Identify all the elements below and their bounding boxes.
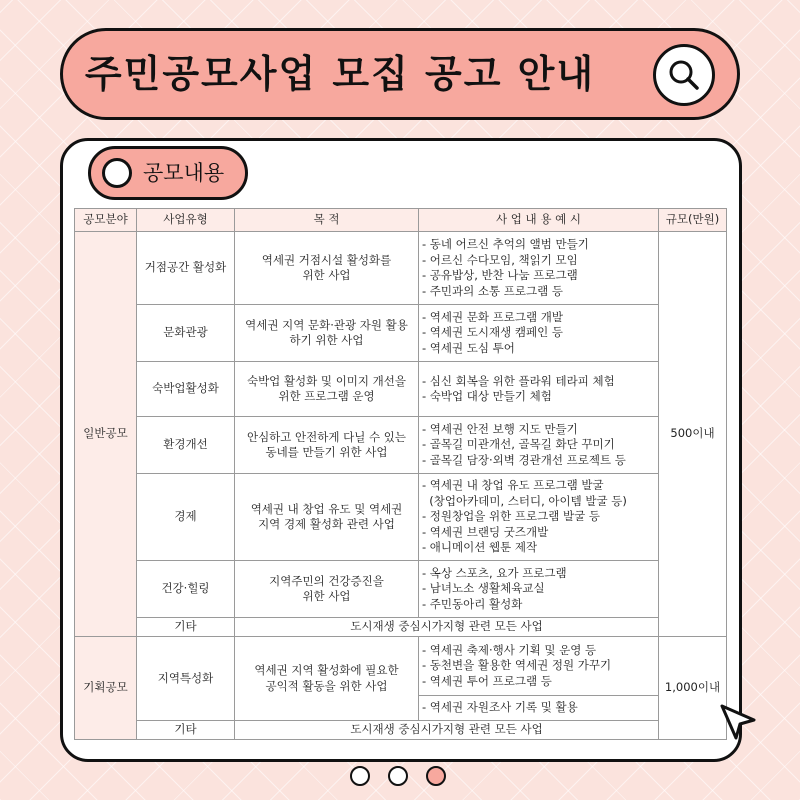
search-button[interactable] (653, 44, 715, 106)
type-cell: 경제 (137, 474, 235, 561)
example-line: - 옥상 스포츠, 요가 프로그램 (422, 565, 567, 580)
purpose-cell: 역세권 내 창업 유도 및 역세권 지역 경제 활성화 관련 사업 (235, 474, 419, 561)
table-row (75, 305, 727, 362)
example-line: - 역세권 내 창업 유도 프로그램 발굴 (422, 478, 604, 493)
etc-desc-cell: 도시재생 중심시가지형 관련 모든 사업 (235, 721, 659, 740)
type-cell: 거점공간 활성화 (137, 232, 235, 305)
section-label (88, 146, 248, 200)
type-cell: 건강·힐링 (137, 561, 235, 618)
example-line: - 어르신 수다모임, 책읽기 모임 (422, 252, 578, 267)
example-line: - 역세권 자원조사 기록 및 활용 (422, 700, 578, 715)
example-line: - 역세권 안전 보행 지도 만들기 (422, 421, 578, 436)
example-line: - 주민과의 소통 프로그램 등 (422, 283, 563, 298)
example-line: - 동네 어르신 추억의 앨범 만들기 (422, 237, 589, 251)
circle-icon (102, 158, 132, 188)
table-row-etc (75, 721, 727, 740)
page-dot[interactable] (426, 766, 446, 786)
example-line: - 정원창업을 위한 프로그램 발굴 등 (422, 509, 600, 524)
type-cell: 환경개선 (137, 417, 235, 474)
table-row (75, 417, 727, 474)
type-cell: 숙박업활성화 (137, 362, 235, 417)
examples-cell (419, 417, 659, 474)
purpose-cell: 안심하고 안전하게 다닐 수 있는 동네를 만들기 위한 사업 (235, 417, 419, 474)
example-line: - 역세권 축제·행사 기획 및 운영 등 (422, 642, 597, 657)
header-examples: 사 업 내 용 예 시 (419, 209, 659, 232)
example-line: - 공유밥상, 반찬 나눔 프로그램 (422, 268, 578, 282)
etc-desc-cell: 도시재생 중심시가지형 관련 모든 사업 (235, 618, 659, 637)
page-title: 주민공모사업 모집 공고 안내 (84, 52, 596, 96)
page-dot[interactable] (350, 766, 370, 786)
example-line: - 역세권 문화 프로그램 개발 (422, 309, 563, 324)
example-line: - 역세권 도심 투어 (422, 340, 515, 355)
field-cell: 일반공모 (75, 232, 137, 637)
type-cell: 문화관광 (137, 305, 235, 362)
purpose-cell: 지역주민의 건강증진을 위한 사업 (235, 561, 419, 618)
title-banner (60, 28, 740, 120)
type-cell: 기타 (137, 618, 235, 637)
examples-cell (419, 474, 659, 561)
examples-cell (419, 561, 659, 618)
table-row (75, 637, 727, 696)
example-line: - 역세권 도시재생 캠페인 등 (422, 325, 563, 340)
cursor-arrow-icon (716, 700, 760, 744)
example-line: - 골목길 미관개선, 골목길 화단 꾸미기 (422, 437, 615, 452)
example-line: - 애니메이션 웹툰 제작 (422, 540, 538, 555)
search-icon (656, 47, 712, 103)
purpose-cell: 역세권 지역 문화·관광 자원 활용 하기 위한 사업 (235, 305, 419, 362)
example-line: - 숙박업 대상 만들기 체험 (422, 389, 552, 403)
example-line: - 심신 회복을 위한 플라워 테라피 체험 (422, 373, 615, 388)
examples-cell (419, 232, 659, 305)
table-row (75, 561, 727, 618)
table-row-etc (75, 618, 727, 637)
type-cell: 기타 (137, 721, 235, 740)
example-line: (창업아카데미, 스터디, 아이템 발굴 등) (422, 493, 627, 508)
table-row (75, 232, 727, 305)
header-type: 사업유형 (137, 209, 235, 232)
header-field: 공모분야 (75, 209, 137, 232)
table-header-row (75, 209, 727, 232)
section-title: 공모내용 (143, 161, 225, 185)
table-body (75, 232, 727, 740)
table-row (75, 474, 727, 561)
examples-cell (419, 362, 659, 417)
pagination-dots (350, 766, 450, 788)
example-line: - 역세권 브랜딩 굿즈개발 (422, 524, 549, 539)
example-line: - 주민동아리 활성화 (422, 596, 523, 611)
header-purpose: 목 적 (235, 209, 419, 232)
scale-cell: 1,000이내 (659, 637, 727, 740)
table-row (75, 362, 727, 417)
purpose-cell: 역세권 지역 활성화에 필요한 공익적 활동을 위한 사업 (235, 637, 419, 721)
purpose-cell: 역세권 거점시설 활성화를 위한 사업 (235, 232, 419, 305)
field-cell: 기획공모 (75, 637, 137, 740)
example-line: - 역세권 투어 프로그램 등 (422, 673, 552, 688)
examples-cell (419, 696, 659, 721)
example-line: - 골목길 담장·외벽 경관개선 프로젝트 등 (422, 452, 626, 467)
type-cell: 지역특성화 (137, 637, 235, 721)
purpose-cell: 숙박업 활성화 및 이미지 개선을 위한 프로그램 운영 (235, 362, 419, 417)
notice-table (74, 208, 727, 740)
examples-cell (419, 637, 659, 696)
example-line: - 동천변을 활용한 역세권 정원 가꾸기 (422, 658, 612, 673)
examples-cell (419, 305, 659, 362)
example-line: - 남녀노소 생활체육교실 (422, 581, 545, 596)
page-dot[interactable] (388, 766, 408, 786)
scale-cell: 500이내 (659, 232, 727, 637)
header-scale: 규모(만원) (659, 209, 727, 232)
